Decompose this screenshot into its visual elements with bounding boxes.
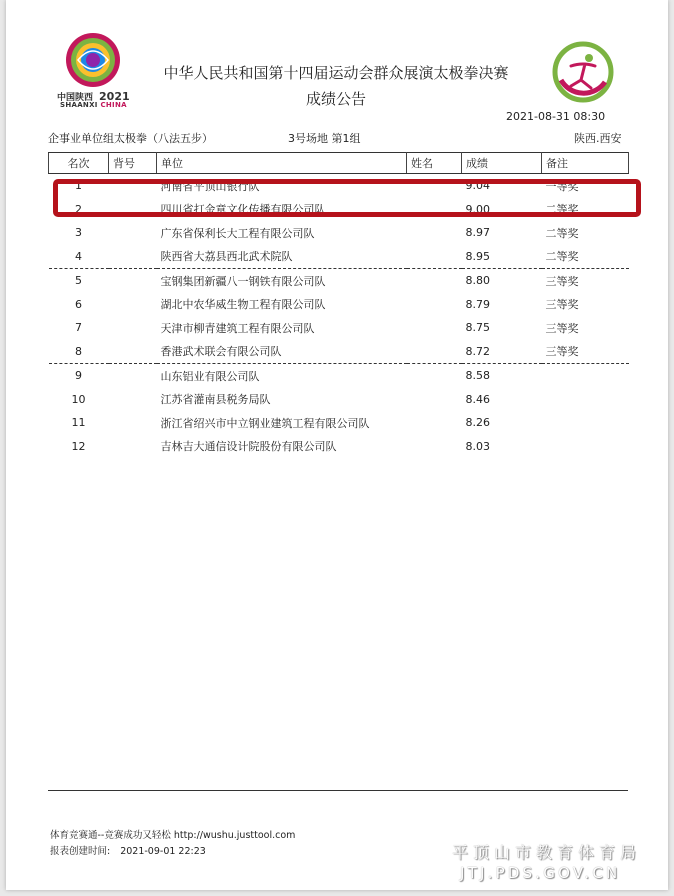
- note-cell: [542, 435, 629, 459]
- table-row: [49, 435, 629, 459]
- unit-cell: 四川省打金章文化传播有限公司队: [160, 203, 326, 217]
- unit-cell: 河南省平顶山银行队: [160, 179, 260, 193]
- table-header-row: [49, 153, 629, 174]
- score-cell: 8.26: [465, 416, 490, 430]
- score-cell: 8.03: [465, 439, 490, 453]
- table-row: [49, 316, 629, 340]
- watermark-org-name: 平顶山市教育体育局: [452, 843, 642, 862]
- rank-cell: 6: [75, 297, 82, 311]
- note-cell: 三等奖: [542, 340, 629, 364]
- announcement-datetime: 2021-08-31 08:30: [506, 110, 606, 123]
- rank-cell: 9: [75, 369, 82, 383]
- unit-cell: 江苏省灌南县税务局队: [160, 393, 271, 407]
- score-cell: 8.46: [465, 392, 490, 406]
- score-cell: 8.72: [462, 340, 542, 364]
- footer-created-label: 报表创建时间:: [50, 846, 111, 857]
- rank-cell: 12: [71, 439, 86, 453]
- mascot-logo-icon: [551, 40, 615, 104]
- note-cell: 一等奖: [545, 179, 579, 193]
- note-cell: [542, 388, 629, 412]
- athlete-name-cell: [407, 316, 462, 340]
- rank-cell: 1: [75, 179, 82, 193]
- venue-group: 3号场地 第1组: [288, 132, 361, 145]
- rank-cell: 10: [71, 392, 86, 406]
- header-note: 备注: [542, 153, 629, 174]
- score-cell: 8.79: [465, 297, 490, 311]
- watermark-url: JTJ.PDS.GOV.CN: [460, 864, 621, 882]
- bib-cell: [109, 245, 157, 269]
- bib-cell: [109, 269, 157, 293]
- rank-cell: 2: [75, 202, 82, 216]
- header-bib: 背号: [109, 153, 157, 174]
- athlete-name-cell: [407, 388, 462, 412]
- table-row: [49, 293, 629, 317]
- rank-cell: 11: [71, 416, 86, 430]
- score-cell: 9.04: [465, 179, 490, 193]
- bib-cell: [109, 364, 157, 388]
- bib-cell: [109, 221, 157, 245]
- athlete-name-cell: [407, 293, 462, 317]
- bib-cell: [109, 435, 157, 459]
- header-score: 成绩: [462, 153, 542, 174]
- bib-cell: [109, 411, 157, 435]
- unit-cell: 香港武术联会有限公司队: [157, 340, 407, 364]
- bib-cell: [109, 316, 157, 340]
- footer-software-credit: 体育竞赛通--竞赛成功又轻松 http://wushu.justtool.com: [50, 830, 296, 841]
- unit-cell: 湖北中农华威生物工程有限公司队: [160, 298, 326, 312]
- logo-caption-en: SHAANXI CHINA: [60, 101, 127, 109]
- unit-cell: 浙江省绍兴市中立钢业建筑工程有限公司队: [160, 416, 370, 430]
- athlete-name-cell: [407, 340, 462, 364]
- athlete-name-cell: [407, 269, 462, 293]
- athlete-name-cell: [407, 364, 462, 388]
- table-row: [49, 411, 629, 435]
- bib-cell: [109, 293, 157, 317]
- logo-caption-cn: 中国陕西 2021: [57, 90, 130, 103]
- note-cell: 三等奖: [545, 321, 579, 335]
- score-cell: 8.58: [465, 369, 490, 383]
- athlete-name-cell: [407, 435, 462, 459]
- athlete-name-cell: [407, 411, 462, 435]
- note-cell: 二等奖: [542, 245, 629, 269]
- note-cell: [542, 364, 629, 388]
- document-page: [6, 0, 668, 890]
- table-row: [49, 388, 629, 412]
- page-subtitle: 成绩公告: [305, 90, 366, 108]
- score-cell: 9.00: [465, 202, 490, 216]
- score-cell: 8.97: [465, 226, 490, 240]
- unit-cell: 广东省保利长大工程有限公司队: [160, 226, 315, 240]
- score-cell: 8.75: [465, 321, 490, 335]
- bib-cell: [109, 340, 157, 364]
- unit-cell: 天津市柳青建筑工程有限公司队: [160, 321, 315, 335]
- rank-cell: 4: [49, 245, 109, 269]
- page-title: 中华人民共和国第十四届运动会群众展演太极拳决赛: [163, 64, 509, 82]
- table-row: [49, 245, 629, 269]
- rank-cell: 3: [75, 226, 82, 240]
- header-unit: 单位: [157, 153, 407, 174]
- unit-cell: 宝钢集团新疆八一钢铁有限公司队: [160, 274, 326, 288]
- table-row: [49, 269, 629, 293]
- note-cell: 三等奖: [545, 298, 579, 312]
- rank-cell: 5: [75, 274, 82, 288]
- footer-divider: [48, 790, 628, 791]
- header-name: 姓名: [407, 153, 462, 174]
- score-cell: 8.95: [462, 245, 542, 269]
- header-rank: 名次: [49, 153, 109, 174]
- event-location: 陕西.西安: [574, 132, 622, 145]
- table-row: [49, 221, 629, 245]
- rank-cell: 7: [75, 321, 82, 335]
- rank-cell: 8: [49, 340, 109, 364]
- note-cell: [542, 411, 629, 435]
- note-cell: 二等奖: [545, 203, 579, 217]
- footer-created-time: 2021-09-01 22:23: [120, 846, 206, 857]
- unit-cell: 吉林吉大通信设计院股份有限公司队: [160, 440, 337, 454]
- score-cell: 8.80: [465, 274, 490, 288]
- athlete-name-cell: [407, 245, 462, 269]
- bib-cell: [109, 388, 157, 412]
- table-row: [49, 364, 629, 388]
- footer-created: [50, 843, 206, 857]
- note-cell: 三等奖: [545, 274, 579, 288]
- table-row: [49, 340, 629, 364]
- unit-cell: 陕西省大荔县西北武术院队: [157, 245, 407, 269]
- unit-cell: 山东铝业有限公司队: [160, 369, 260, 383]
- event-name: 企事业单位组太极拳（八法五步）: [48, 132, 213, 145]
- athlete-name-cell: [407, 221, 462, 245]
- highlight-box: [53, 179, 641, 217]
- note-cell: 二等奖: [545, 226, 579, 240]
